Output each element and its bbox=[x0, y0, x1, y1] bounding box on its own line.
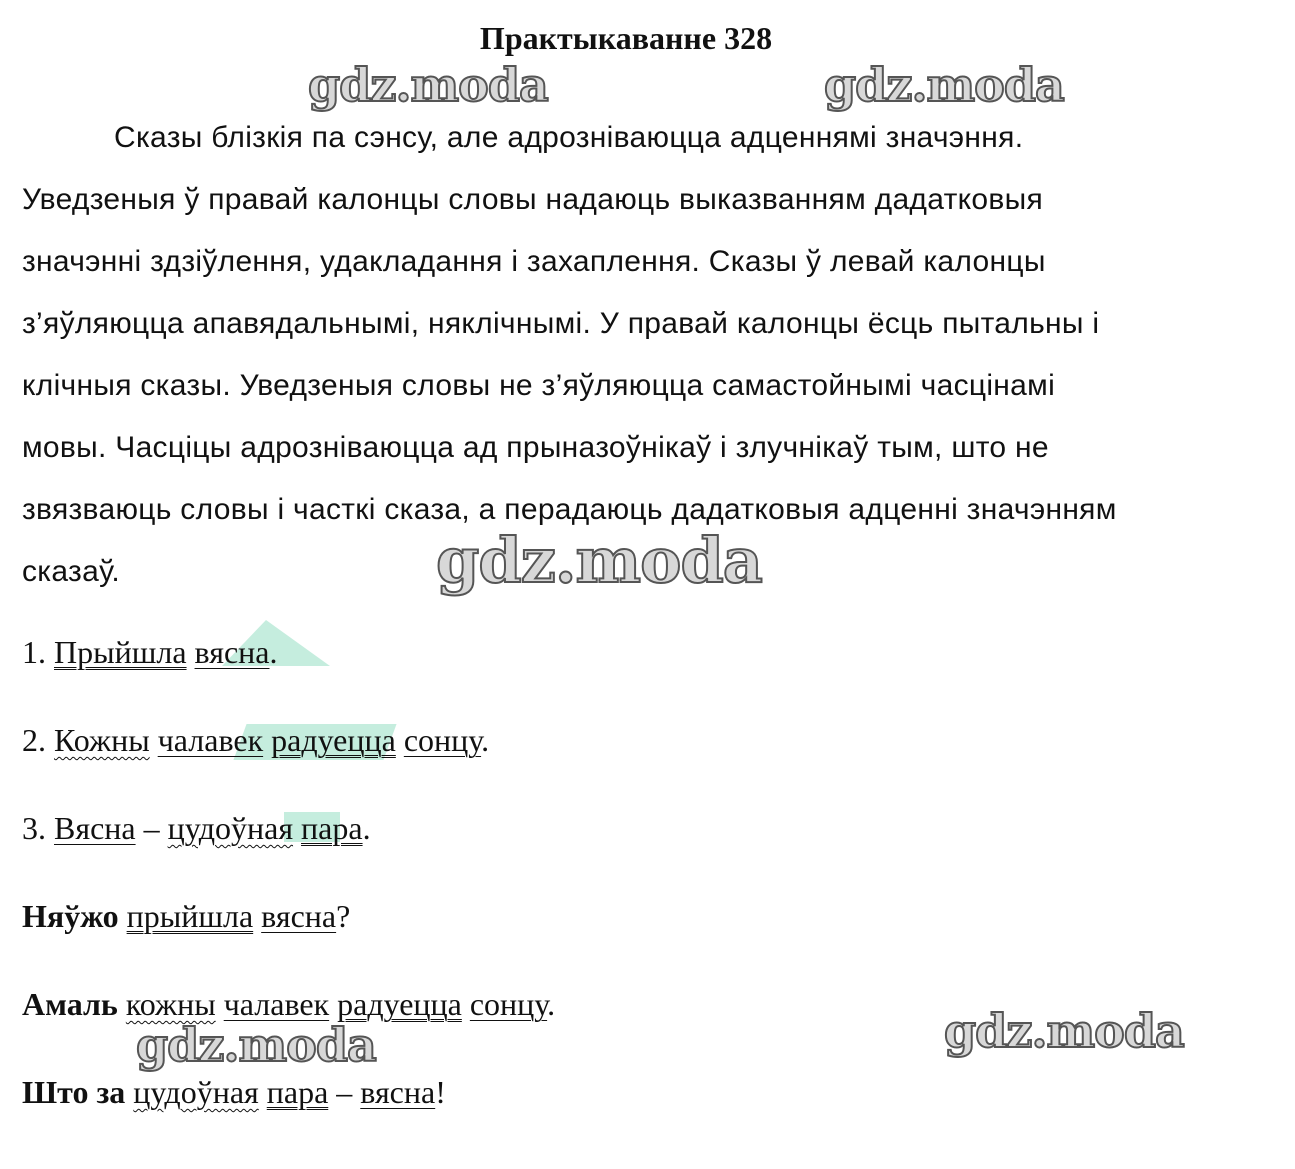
predicate-word: радуецца bbox=[337, 986, 462, 1022]
attribute-word: Кожны bbox=[54, 722, 150, 758]
sentence-end: . bbox=[547, 986, 556, 1022]
object-word: сонцу bbox=[403, 722, 482, 758]
sentence-1 bbox=[22, 632, 277, 672]
particle-word: Што за bbox=[22, 1074, 126, 1110]
watermark-logo: gdz.moda bbox=[436, 524, 762, 597]
paragraph-line: Уведзеныя ў правай калонцы словы надаюць выказванням дадатковыя bbox=[22, 183, 1043, 216]
paragraph-line: з’яўляюцца апавядальнымі, няклічнымі. У правай калонцы ёсць пытальны і bbox=[22, 307, 1100, 340]
sentence-2 bbox=[22, 720, 489, 760]
object-word: сонцу bbox=[469, 986, 548, 1022]
page-title: Практыкаванне 328 bbox=[479, 20, 773, 56]
sentence-number: 3. bbox=[22, 810, 46, 846]
subject-word: вясна bbox=[360, 1074, 436, 1110]
sentence-number: 1. bbox=[22, 634, 46, 670]
watermark-logo: gdz.moda bbox=[824, 58, 1064, 112]
sentence-6 bbox=[22, 1072, 446, 1112]
watermark-logo: gdz.moda bbox=[944, 1004, 1184, 1058]
sentence-end: . bbox=[269, 634, 278, 670]
subject-word: чалавек bbox=[223, 986, 330, 1022]
watermark-logo: gdz.moda bbox=[308, 58, 548, 112]
attribute-word: кожны bbox=[125, 986, 216, 1022]
sentence-4 bbox=[22, 896, 350, 936]
attribute-word: цудоўная bbox=[133, 1074, 259, 1110]
predicate-word: Прыйшла bbox=[54, 634, 187, 670]
predicate-word: пара bbox=[266, 1074, 329, 1110]
subject-word: Вясна bbox=[54, 810, 136, 846]
sentence-end: ? bbox=[336, 898, 351, 934]
watermark-logo: gdz.moda bbox=[136, 1018, 376, 1072]
particle-word: Амаль bbox=[22, 986, 118, 1022]
predicate-word: радуецца bbox=[271, 722, 396, 758]
particle-word: Няўжо bbox=[22, 898, 119, 934]
sentence-end: . bbox=[481, 722, 490, 758]
subject-word: вясна bbox=[261, 898, 337, 934]
paragraph-line: значэнні здзіўлення, удакладання і захаплення. Сказы ў левай калонцы bbox=[22, 245, 1046, 278]
sentence-end: ! bbox=[435, 1074, 446, 1110]
paragraph-line: сказаў. bbox=[22, 555, 121, 588]
sentence-end: . bbox=[362, 810, 371, 846]
attribute-word: цудоўная bbox=[167, 810, 294, 846]
subject-word: чалавек bbox=[157, 722, 264, 758]
paragraph-line: Сказы блізкія па сэнсу, але адрозніваюцца адценнямі значэння. bbox=[114, 121, 1024, 154]
dash: – bbox=[336, 1074, 353, 1110]
paragraph-line: звязваюць словы і часткі сказа, а перадаюць дадатковыя адценні значэнням bbox=[22, 493, 1117, 526]
paragraph-line: клічныя сказы. Уведзеныя словы не з’яўляюцца самастойнымі часцінамі bbox=[22, 369, 1056, 402]
sentence-number: 2. bbox=[22, 722, 46, 758]
paragraph-line: мовы. Часціцы адрозніваюцца ад прыназоўнікаў і злучнікаў тым, што не bbox=[22, 431, 1049, 464]
dash: – bbox=[143, 810, 160, 846]
subject-word: вясна bbox=[194, 634, 270, 670]
predicate-word: пара bbox=[301, 810, 363, 846]
predicate-word: прыйшла bbox=[126, 898, 254, 934]
sentence-3 bbox=[22, 808, 371, 848]
